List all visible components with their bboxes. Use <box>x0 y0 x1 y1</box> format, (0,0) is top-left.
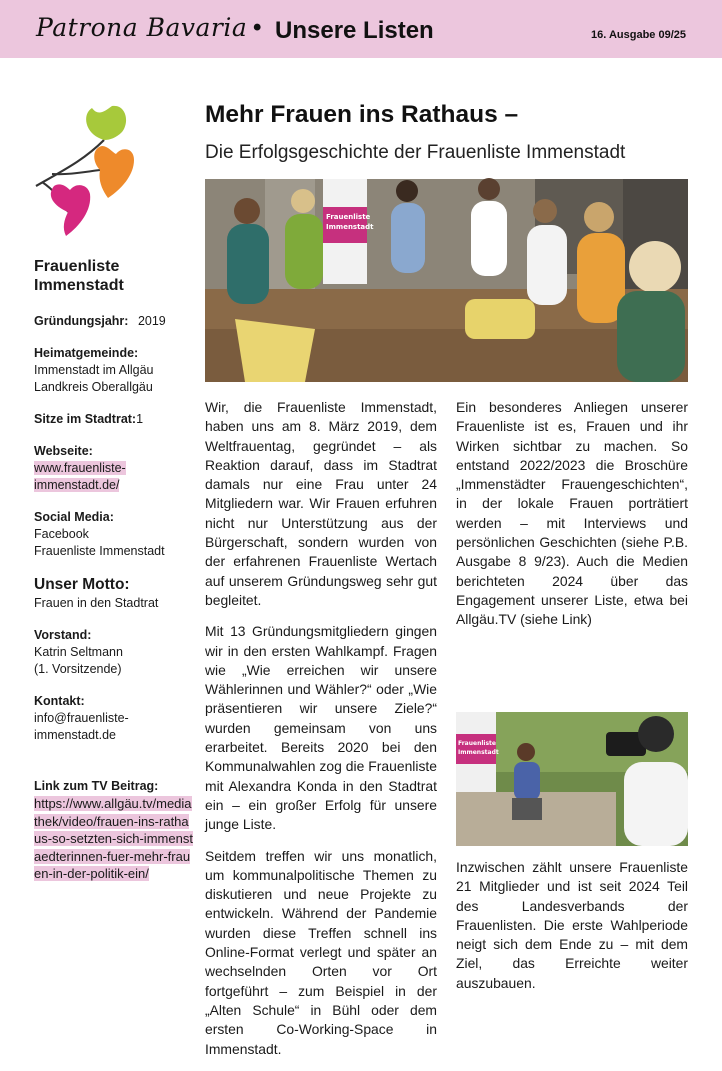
tv-link-text[interactable]: https://www.allgäu.tv/mediathek/video/frauen-ins-rathaus-so-setzten-sich-immenstaedterinnen-fuer-mehr-frauen-in-der-politik-ein/ <box>34 796 193 881</box>
org-name: Frauenliste Immenstadt <box>34 258 124 294</box>
board-line: Katrin Seltmann <box>34 645 123 659</box>
contact-label: Kontakt: <box>34 694 85 708</box>
article-subtitle: Die Erfolgsgeschichte der Frauenliste Immenstadt <box>205 142 626 163</box>
banner-text: Immenstadt <box>458 749 499 756</box>
banner-text: Frauenliste <box>458 740 496 747</box>
article-paragraph: Ein besonderes Anliegen unserer Frauenliste ist es, Frauen und ihr Wirken sichtbar zu machen. So entstand 2022/2023 die Broschüre „Immenstädter Frauengeschichten“, in der lokale Frauen porträtiert werden – mit Interviews und persönlichen Geschichten (siehe P.B. Ausgabe 8 9/23). Auch die Medien berichteten 2024 über das Engagement unserer Liste, etwa bei Allgäu.TV (siehe Link) <box>456 399 688 628</box>
motto-label: Unser Motto: <box>34 576 130 593</box>
group-photo <box>205 179 688 382</box>
section-title: Unsere Listen <box>275 17 434 44</box>
seats-label: Sitze im Stadtrat: <box>34 412 137 426</box>
header-band <box>0 0 722 58</box>
home-line: Landkreis Oberallgäu <box>34 380 153 394</box>
website-link[interactable] <box>34 460 194 494</box>
article-column-right-lower <box>456 858 688 1005</box>
banner-text: Frauenliste <box>326 213 371 221</box>
seats-value: 1 <box>136 412 144 426</box>
motto <box>34 575 194 612</box>
social-label: Social Media: <box>34 510 114 524</box>
founding-year <box>34 313 194 330</box>
home-line: Immenstadt im Allgäu <box>34 363 154 377</box>
home-municipality <box>34 345 194 396</box>
home-label: Heimatgemeinde: <box>34 346 139 360</box>
founding-value: 2019 <box>137 314 166 328</box>
website-label: Webseite: <box>34 444 93 458</box>
contact-line[interactable]: immenstadt.de <box>34 728 116 742</box>
website-link-line[interactable]: immenstadt.de/ <box>34 478 120 492</box>
article-title: Mehr Frauen ins Rathaus – <box>205 101 519 128</box>
article-paragraph: Mit 13 Gründungsmitgliedern gingen wir in den ersten Wahlkampf. Fragen wie „Wie erreichen wir unsere Wählerinnen und Wähler?“ oder „Wie präsentieren wir unsere Ziele?“ wurden gemeinsam von uns erarbeitet. Bereits 2020 bei den Kommunalwahlen zog die Frauenliste mit Alexandra Konda in den Stadtrat ein – ein großer Erfolg für unsere junge Liste. <box>205 623 437 833</box>
contact-email[interactable] <box>34 710 194 744</box>
tv-link-block <box>34 778 194 883</box>
board-label: Vorstand: <box>34 628 92 642</box>
contact <box>34 693 194 744</box>
article-column-left <box>205 398 437 1071</box>
website-link-line[interactable]: www.frauenliste- <box>34 461 126 475</box>
motto-value: Frauen in den Stadtrat <box>34 596 159 610</box>
website <box>34 443 194 494</box>
social-line: Frauenliste Immenstadt <box>34 544 165 558</box>
social-line: Facebook <box>34 527 89 541</box>
council-seats <box>34 411 194 428</box>
board <box>34 627 194 678</box>
header-separator: • <box>253 14 262 41</box>
article-paragraph: Wir, die Frauenliste Immenstadt, haben uns am 8. März 2019, dem Weltfrauentag, gegründet – als Reaktion darauf, dass im Stadtrat damals nur eine Frau unter 24 Mitgliedern war. Wir Frauen erfuhren nicht nur Unterstützung aus der Bürgerschaft, sondern wurden von der erfahrenen Frauenliste Wertach auf unserem Gründungsweg sehr gut begleitet. <box>205 399 437 608</box>
interview-photo <box>456 712 688 846</box>
social-media <box>34 509 194 560</box>
founding-label: Gründungsjahr: <box>34 314 129 328</box>
tv-link[interactable] <box>34 795 194 883</box>
banner-text: Immenstadt <box>326 223 374 231</box>
board-line: (1. Vorsitzende) <box>34 662 122 676</box>
article-paragraph: Inzwischen zählt unsere Frauenliste 21 Mitglieder und ist seit 2024 Teil des Landesverbands der Frauenlisten. Die erste Wahlperiode neigt sich dem Ende zu – mit dem Ziel, das Erreichte weiter auszubauen. <box>456 859 688 991</box>
tv-label: Link zum TV Beitrag: <box>34 779 159 793</box>
brand-name: Patrona Bavaria <box>36 13 248 42</box>
article-column-right <box>456 398 688 642</box>
article-paragraph: Seitdem treffen wir uns monatlich, um kommunalpolitische Themen zu diskutieren und neue Projekte zu entwickeln. Während der Pandemie wurden diese Treffen schnell ins Online-Format verlegt und später an wechselnden Orten vor Ort fortgeführt – zum Beispiel in der „Alten Schule“ in Bühl oder dem ersten Co-Working-Space in Immenstadt. <box>205 847 437 1057</box>
sidebar <box>34 100 194 898</box>
contact-line[interactable]: info@frauenliste- <box>34 711 129 725</box>
issue-number: 16. Ausgabe 09/25 <box>591 29 686 41</box>
leaf-logo-icon <box>34 100 138 240</box>
